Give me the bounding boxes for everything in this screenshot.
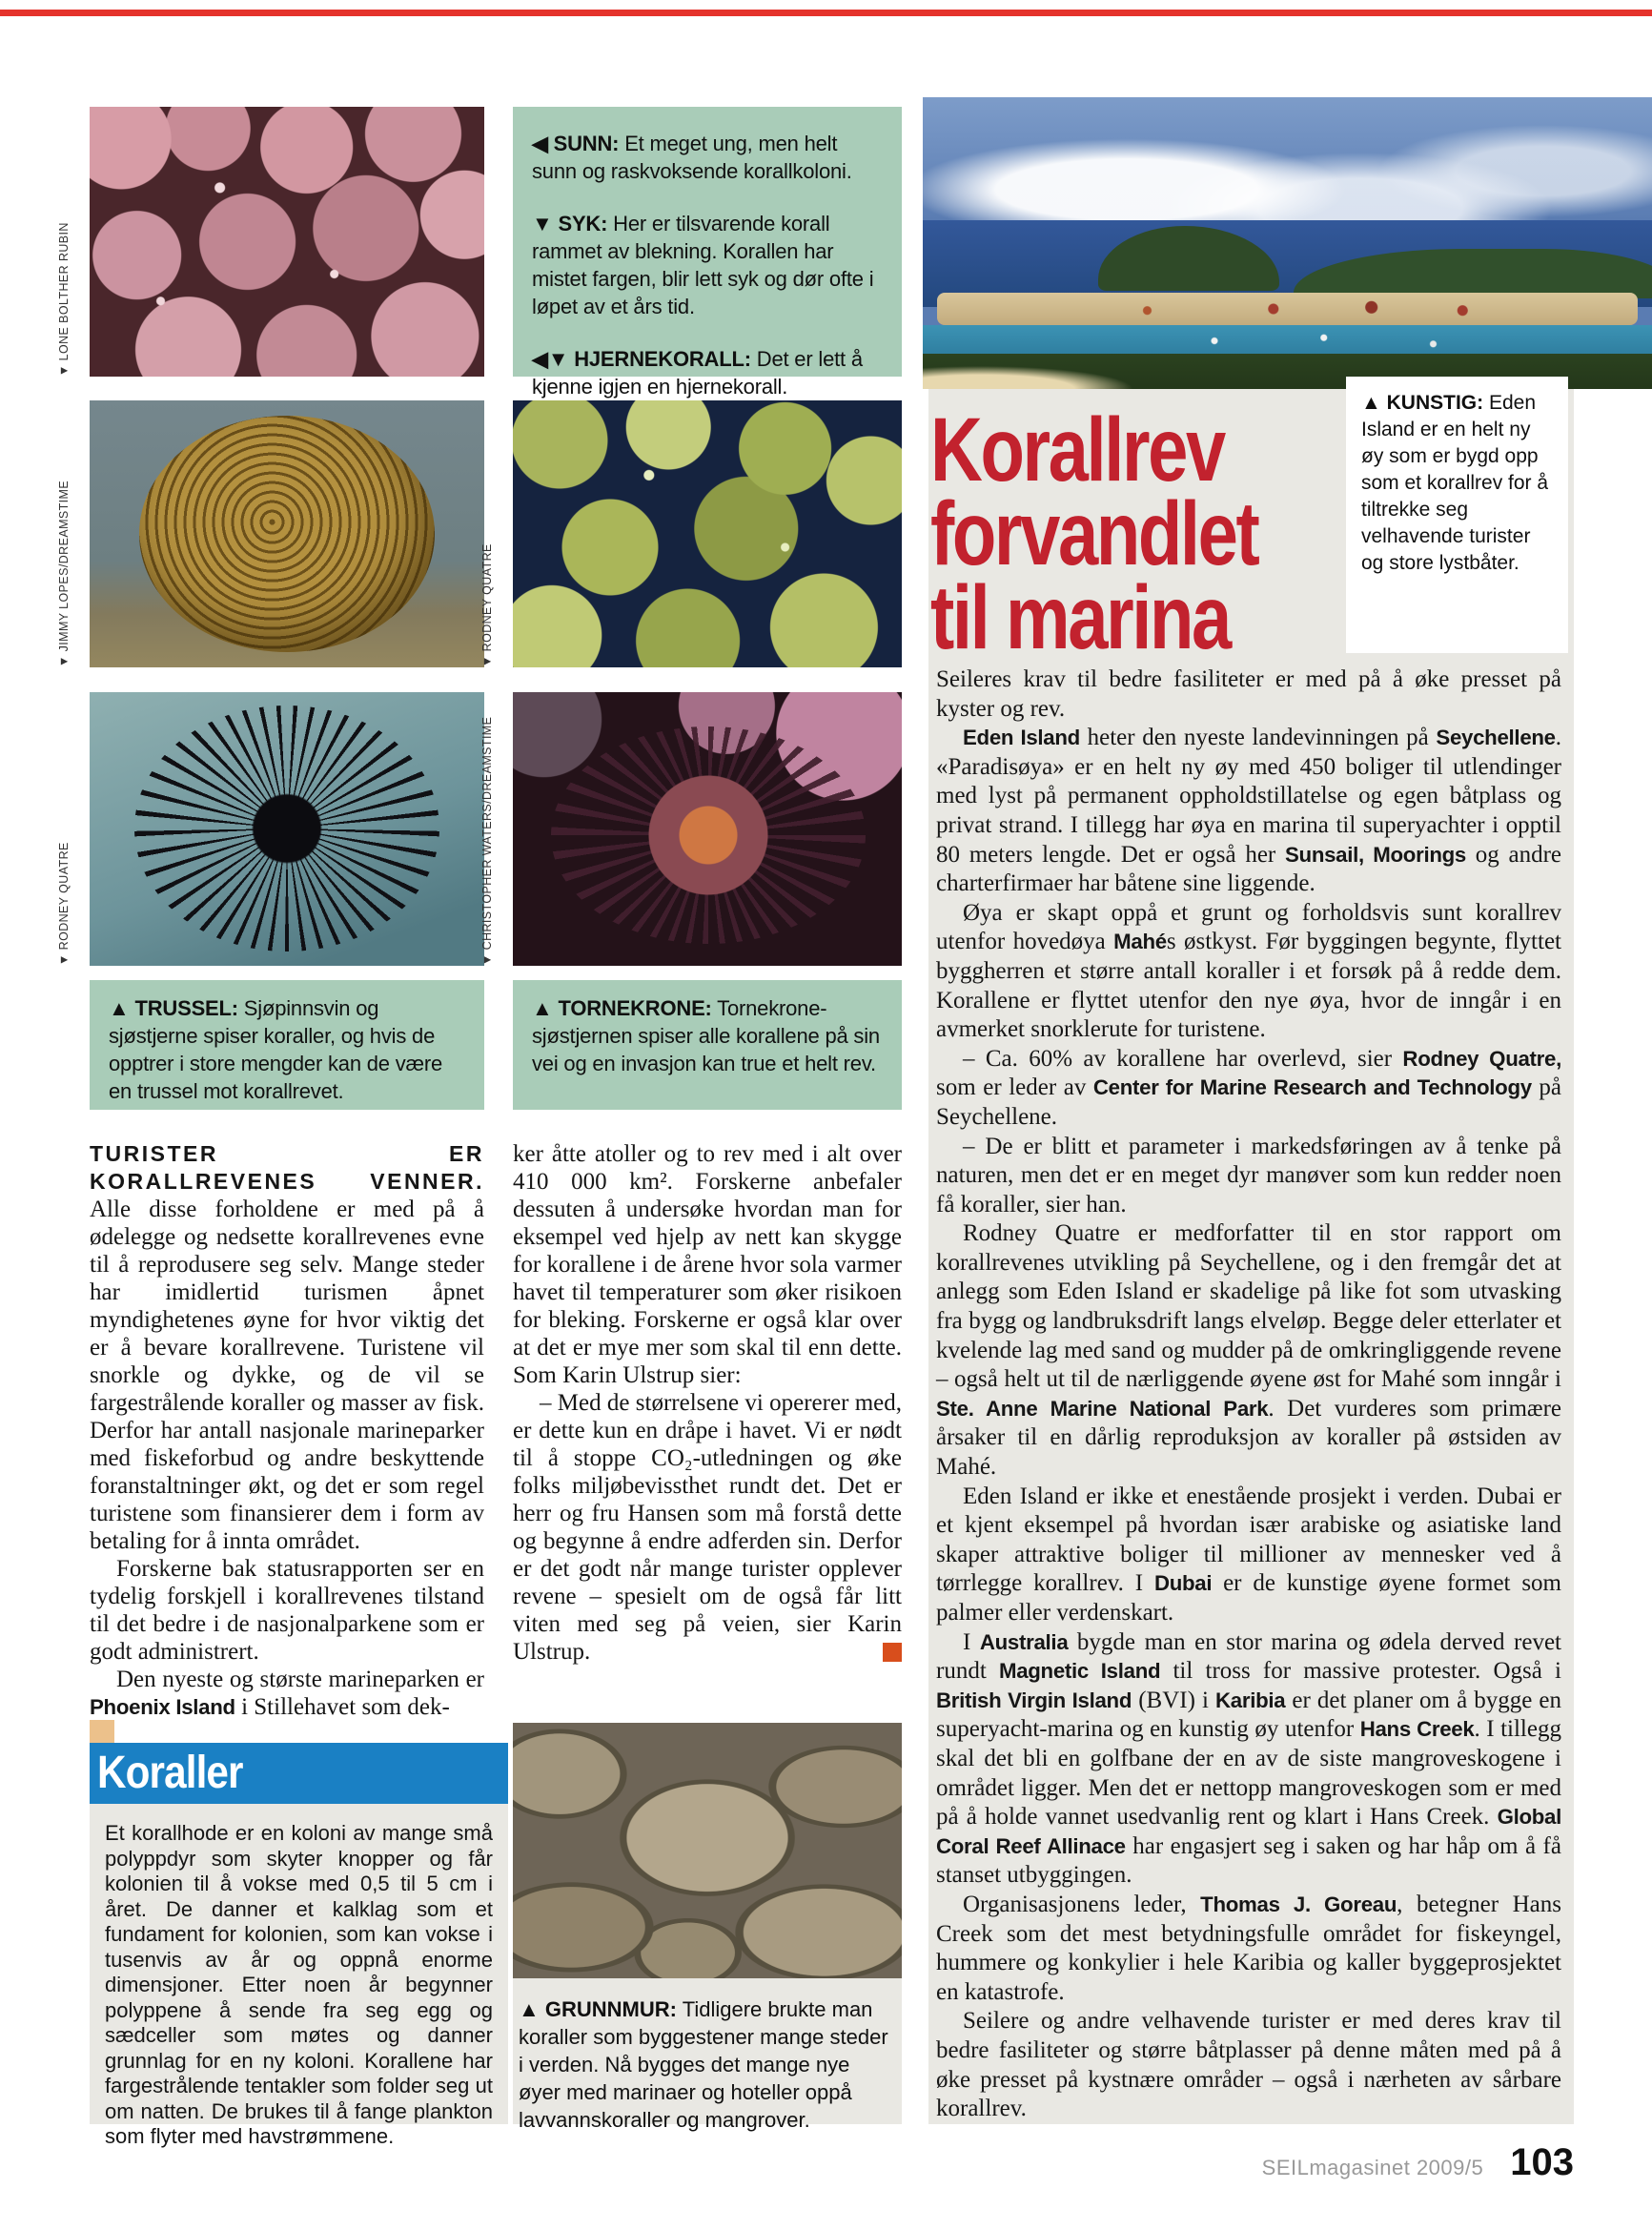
- paragraph: ker åtte atoller og to rev med i alt over 410 000 km². Forskerne anbefaler dessuten å undersøke hvordan man for eksempel ved hjelp av nett kan skygge for korallene i de årene hvor sola varmer havet til temperaturer som øker risikoen for bleking. Forskerne er også klar over at det er mye mer som skal til enn dette. Som Karin Ulstrup sier:: [513, 1141, 902, 1388]
- paragraph: – Med de størrelsene vi opererer med, er dette kun en dråpe i havet. Vi er nødt til å stoppe CO₂-utledningen og øke folks miljøbevissthet rundt det. Det er herr og fru Hansen som må forstå dette og begynne å endre adferden sin. Derfor er det godt når mange turister opplever revene – spesielt om de også får litt viten med seg på veien, sier Karin Ulstrup.: [513, 1390, 902, 1665]
- paragraph: Seilere og andre velhavende turister er med deres krav til bedre fasiliteter og større båtplasser på denne måten med på å øke presset på kystnære områder – også i nærheten av sårbare korallrev.: [936, 2008, 1561, 2122]
- article-column-left: [90, 1140, 484, 1721]
- photo-credit: ▼ RODNEY QUATRE: [57, 842, 71, 966]
- caption-hjernekorall: [532, 345, 883, 400]
- photo-stone-wall: [513, 1723, 902, 1978]
- island-marina-strip: [937, 293, 1637, 325]
- paragraph: I Australia bygde man en stor marina og ødela derved revet rundt Magnetic Island til tross for massive protester. Også i British Virgin Island (BVI) i Karibia er det planer om å bygge en superyacht-marina og en kunstig øy utenfor Hans Creek. I tillegg skal det bli en golfbane der en av de siste mangroveskogene i området ligger. Men det er nettopp mangroveskogen som er med på å holde vannet usedvanlig rent og klart i Hans Creek. Global Coral Reef Allinace har engasjert seg i saken og har håp om å få stanset utbyggingen.: [936, 1628, 1562, 1889]
- caption-label: ▲ KUNSTIG:: [1361, 392, 1484, 414]
- caption-label: ◀ SUNN:: [532, 132, 620, 155]
- paragraph: Organisasjonens leder, Thomas J. Goreau, betegner Hans Creek som det mest betydningsfulle området for fiskeyngel, hummere og konkylier i hele Karibia og kaller byggeprosjektet en katastrofe.: [936, 1891, 1561, 2005]
- headline-line: Korallrev: [930, 399, 1224, 501]
- paragraph: Rodney Quatre er medforfatter til en stor rapport om korallrevenes utvikling på Seychellene, og i den fremgår det at anlegg som Eden Island er skadelige på like fot som utvasking fra bygg og landbruksdrift langs elveløp. Begge deler etterlater et kvelende lag med sand og mudder på de omkringliggende revene – også helt ut til de nærliggende øyene øst for Mahé som inngår i Ste. Anne Marine National Park. Det vurderes som primære årsaker til en dårlig reproduksjon av koraller på østsiden av Mahé.: [936, 1220, 1561, 1481]
- island-lagoon: [923, 325, 1652, 358]
- sidebar-body: Et korallhode er en koloni av mange små polyppdyr som skyter knopper og får kolonien til å vokse med 0,5 til 5 cm i året. De danner et kalklag som et fundament for kolonien, som kan vokse i tusenvis av år og oppnå enorme dimensjoner. Etter noen år begynner polyppene å sende fra seg egg og sædceller som møtes og danner grunnlag for en ny koloni. Korallene har fargestrålende tentakler som folder seg ut om natten. De brukes til å fange plankton som flyter med havstrømmene.: [90, 1804, 508, 2124]
- paragraph: Øya er skapt oppå et grunt og forholdsvis sunt korallrev utenfor hovedøya Mahés østkyst. Før byggingen begynte, flyttet byggherren et større antall koraller i et forsøk på å redde dem. Korallene er flyttet utenfor den nye øya, hvor de inngår i en avmerket snorklerute for turistene.: [936, 899, 1561, 1043]
- top-red-rule: [0, 10, 1652, 16]
- orange-tab: [90, 1720, 114, 1745]
- caption-kunstig: [1346, 377, 1568, 653]
- caption-trussel: [90, 980, 484, 1110]
- caption-box-top: [513, 107, 902, 399]
- sidebar-header: [90, 1743, 508, 1804]
- photo-green-coral: [513, 400, 902, 667]
- caption-label: ▲ TRUSSEL:: [109, 996, 238, 1020]
- paragraph: Eden Island heter den nyeste landevinningen på Seychellene. «Paradisøya» er en helt ny øy med 450 boliger til utlendinger med lyst på permanent oppholdstillatelse og egen båtplass og privat strand. I tillegg har øya en marina til superyachter i opptil 80 meters lengde. Det er også her Sunsail, Moorings og andre charterfirmaer har båtene sine liggende.: [936, 725, 1562, 897]
- photo-pink-coral: [90, 107, 484, 377]
- sidebar-title: Koraller: [97, 1748, 243, 1798]
- paragraph: Seileres krav til bedre fasiliteter er med på å øke presset på kyster og rev.: [936, 666, 1561, 722]
- article-headline: [930, 399, 1258, 668]
- photo-brain-coral: [90, 400, 484, 667]
- photo-crown-of-thorns: [513, 692, 902, 966]
- headline-line: forvandlet: [930, 483, 1258, 584]
- caption-text: Det er lett å kjenne igjen en hjernekorall.: [532, 347, 863, 399]
- caption-text: Et meget ung, men helt sunn og raskvoksende korallkoloni.: [532, 132, 852, 183]
- photo-sea-urchin: [90, 692, 484, 966]
- magazine-name: SEILmagasinet 2009/5: [1261, 2156, 1484, 2179]
- article-column-right: [936, 665, 1561, 2124]
- caption-label: ▲ GRUNNMUR:: [519, 1997, 677, 2021]
- paragraph: Eden Island er ikke et enestående prosjekt i verden. Dubai er et kjent eksempel på hvordan især arabiske og asiatiske land skaper attraktive boliger til millioner av mennesker ved å tørrlegge korallrev. I Dubai er de kunstige øyene formet som palmer eller verdenskart.: [936, 1483, 1562, 1626]
- paragraph: – De er blitt et parameter i markedsføringen av å tenke på naturen, men det er en meget dyr manøver som kun redder noen få koraller, sier han.: [936, 1133, 1561, 1217]
- sea-urchin-shape: [134, 706, 439, 951]
- island-sky: [923, 97, 1652, 220]
- caption-label: ▲ TORNEKRONE:: [532, 996, 712, 1020]
- caption-text: Her er tilsvarende korall rammet av blekning. Korallen har mistet fargen, blir lett syk og dør ofte i løpet av et års tid.: [532, 212, 874, 318]
- photo-credit: ▼ CHRISTOPHER WATERS/DREAMSTIME: [480, 716, 494, 966]
- page-footer: [1262, 2141, 1574, 2184]
- paragraph: – Ca. 60% av korallene har overlevd, sier Rodney Quatre, som er leder av Center for Marine Research and Technology på Seychellene.: [936, 1045, 1561, 1130]
- photo-credit: ▼ JIMMY LOPES/DREAMSTIME: [57, 480, 71, 667]
- caption-syk: [532, 210, 883, 320]
- headline-line: til marina: [930, 567, 1230, 668]
- brain-coral-shape: [139, 416, 435, 652]
- caption-label: ◀▼ HJERNEKORALL:: [532, 347, 751, 371]
- caption-tornekrone: [513, 980, 902, 1110]
- starfish-shape: [551, 726, 866, 944]
- paragraph: TURISTER ER KORALLREVENES VENNER. Alle disse forholdene er med på å ødelegge og nedsette korallrevenes evne til å reprodusere seg selv. Mange steder har imidlertid turismen åpnet myndighetenes øyne for hvor viktig det er å bevare korallrevene. Turistene vil snorkle og dykke, og de vil se fargestrålende koraller og masser av fisk. Derfor har antall nasjonale marineparker med fiskeforbud og andre beskyttende foranstaltninger økt, og det er som regel turistene som finansierer dem i form av betaling for å innta området.: [90, 1141, 484, 1554]
- paragraph: Forskerne bak statusrapporten ser en tydelig forskjell i korallrevenes tilstand til det bedre i de nasjonalparkene som er godt administrert.: [90, 1556, 484, 1665]
- article-column-middle: [513, 1140, 902, 1666]
- caption-text: Eden Island er en helt ny øy som er bygd opp som et korallrev for å tiltrekke seg velhavende turister og store lystbåter.: [1361, 392, 1549, 574]
- caption-label: ▼ SYK:: [532, 212, 608, 235]
- paragraph: Den nyeste og største marineparken er Phoenix Island i Stillehavet som dek-: [90, 1667, 484, 1720]
- caption-text: Tornekrone-sjøstjernen spiser alle korallene på sin vei og en invasjon kan true et helt rev.: [532, 996, 880, 1075]
- caption-text: Sjøpinnsvin og sjøstjerne spiser koraller, og hvis de opptrer i store mengder kan de være en trussel mot korallrevet.: [109, 996, 443, 1103]
- caption-text: Tidligere brukte man koraller som byggestener mange steder i verden. Nå bygges det mange nye øyer med marinaer og hoteller oppå lavvannskoraller og mangrover.: [519, 1997, 888, 2132]
- caption-grunnmur: [519, 1995, 896, 2134]
- article-end-marker: [883, 1643, 902, 1662]
- caption-sunn: [532, 130, 883, 185]
- photo-credit: ▼ LONE BOLTHER RUBIN: [57, 222, 71, 377]
- photo-credit: ▼ RODNEY QUATRE: [480, 543, 494, 667]
- photo-island-aerial: [923, 97, 1652, 389]
- page-number: 103: [1510, 2141, 1574, 2183]
